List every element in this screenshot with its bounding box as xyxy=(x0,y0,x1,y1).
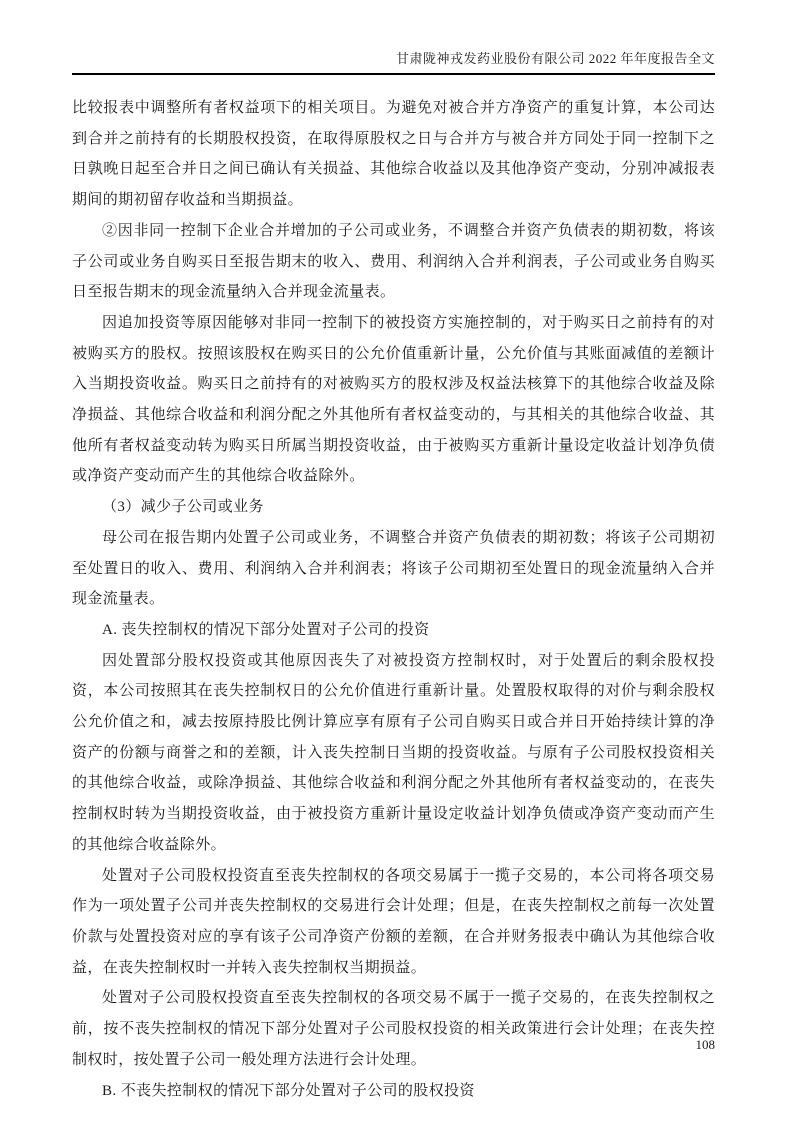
section-heading-a-loss-of-control: A. 丧失控制权的情况下部分处置对子公司的投资 xyxy=(102,621,430,638)
report-header xyxy=(72,50,715,75)
paragraph-package-transaction: 处置对子公司股权投资直至丧失控制权的各项交易属于一揽子交易的，本公司将各项交易作为一项处置子公司并丧失控制权的交易进行会计处理；但是，在丧失控制权之前每一次处置价款与处置投资对应的享有该子公司净资产份额的差额，在合并财务报表中确认为其他综合收益，在丧失控制权时一并转入丧失控制权当期损益。 xyxy=(72,867,715,976)
paragraph-loss-of-control-measure: 因处置部分股权投资或其他原因丧失了对被投资方控制权时，对于处置后的剩余股权投资，本公司按照其在丧失控制权日的公允价值进行重新计量。处置股权取得的对价与剩余股权公允价值之和，减去按原持股比例计算应享有原有子公司自购买日或合并日开始持续计算的净资产的份额与商誉之和的差额，计入丧失控制日当期的投资收益。与原有子公司股权投资相关的其他综合收益，或除净损益、其他综合收益和利润分配之外其他所有者权益变动的，在丧失控制权时转为当期投资收益，由于被投资方重新计量设定收益计划净负债或净资产变动而产生的其他综合收益除外。 xyxy=(72,652,715,853)
page-footer xyxy=(72,1036,715,1054)
paragraph-non-package-transaction: 处置对子公司股权投资直至丧失控制权的各项交易不属于一揽子交易的，在丧失控制权之前，按不丧失控制权的情况下部分处置对子公司股权投资的相关政策进行会计处理；在丧失控制权时，按处置子公司一般处理方法进行会计处理。 xyxy=(72,990,715,1068)
report-header-title: 甘肃陇神戎发药业股份有限公司 2022 年年度报告全文 xyxy=(395,51,715,66)
paragraph-continuation: 比较报表中调整所有者权益项下的相关项目。为避免对被合并方净资产的重复计算，本公司达到合并之前持有的长期股权投资，在取得原股权之日与合并方与被合并方同处于同一控制下之日孰晚日起至合并日之间已确认有关损益、其他综合收益以及其他净资产变动，分别冲减报表期间的期初留存收益和当期损益。 xyxy=(72,100,715,209)
document-body xyxy=(72,93,715,1106)
paragraph-additional-investment: 因追加投资等原因能够对非同一控制下的被投资方实施控制的，对于购买日之前持有的对被购买方的股权。按照该股权在购买日的公允价值重新计量，公允价值与其账面减值的差额计入当期投资收益。购买日之前持有的对被购买方的股权涉及权益法核算下的其他综合收益及除净损益、其他综合收益和利润分配之外其他所有者权益变动的，与其相关的其他综合收益、其他所有者权益变动转为购买日所属当期投资收益，由于被购买方重新计量设定收益计划净负债或净资产变动而产生的其他综合收益除外。 xyxy=(72,314,715,485)
section-heading-b-no-loss-of-control: B. 不丧失控制权的情况下部分处置对子公司的股权投资 xyxy=(102,1082,475,1099)
paragraph-parent-disposal: 母公司在报告期内处置子公司或业务，不调整合并资产负债表的期初数；将该子公司期初至处置日的收入、费用、利润纳入合并利润表；将该子公司期初至处置日的现金流量纳入合并现金流量表。 xyxy=(72,529,715,608)
section-heading-3-reduce-subsidiary: （3）减少子公司或业务 xyxy=(102,499,264,516)
page-number: 108 xyxy=(695,1037,715,1052)
paragraph-item-circled-2: ②因非同一控制下企业合并增加的子公司或业务，不调整合并资产负债表的期初数，将该子公司或业务自购买日至报告期末的收入、费用、利润纳入合并利润表，子公司或业务自购买日至报告期末的现金流量纳入合并现金流量表。 xyxy=(72,222,715,301)
